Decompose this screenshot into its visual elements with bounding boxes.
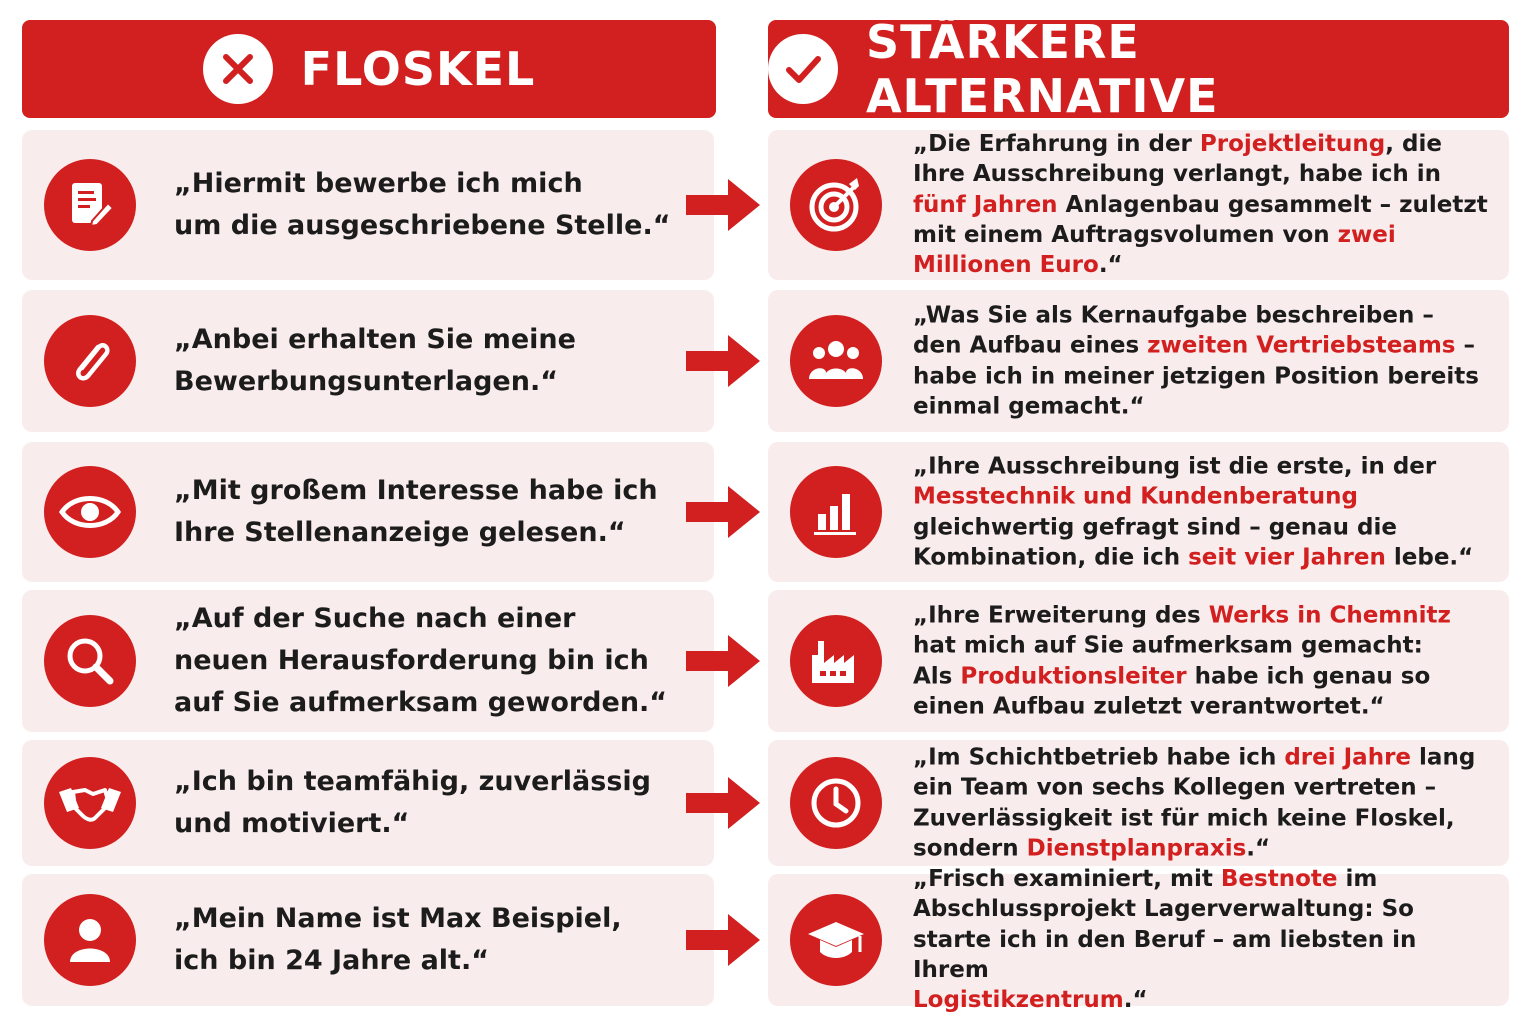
body-text: habe ich in meiner jetzigen Position bereits (913, 363, 1479, 389)
comparison-row (0, 590, 1536, 732)
comparison-row (0, 740, 1536, 866)
check-icon (768, 34, 838, 104)
clock-icon (790, 757, 882, 849)
body-text: „Ihre Erweiterung des (913, 602, 1209, 629)
body-text: den Aufbau eines (913, 332, 1148, 359)
person-icon (44, 894, 136, 986)
floskel-title: FLOSKEL (300, 42, 536, 96)
body-text: Abschlussprojekt Lagerverwaltung: So (913, 896, 1414, 923)
floskel-panel (22, 290, 714, 432)
cross-icon (203, 34, 273, 104)
alternative-text (913, 129, 1491, 281)
highlight-text: Messtechnik und Kundenberatung (913, 483, 1358, 510)
floskel-text: „Auf der Suche nach einer neuen Herausforderung bin ich auf Sie aufmerksam geworden.“ (174, 603, 668, 718)
comparison-row (0, 290, 1536, 432)
arrow-right-icon (684, 773, 764, 833)
team-icon (790, 315, 882, 407)
alternative-text (913, 300, 1491, 421)
floskel-text: „Anbei erhalten Sie meine Bewerbungsunterlagen.“ (174, 324, 576, 397)
body-text: ein Team von sechs Kollegen vertreten – (913, 774, 1437, 801)
alternative-text (913, 451, 1491, 572)
body-text: Zuverlässigkeit ist für mich keine Floskel, (913, 805, 1455, 831)
highlight-text: fünf Jahren (913, 191, 1058, 218)
alternative-panel (768, 740, 1509, 866)
body-text: „Was Sie als Kernaufgabe beschreiben – (913, 302, 1434, 329)
floskel-panel (22, 442, 714, 582)
floskel-text: „Ich bin teamfähig, zuverlässig und motiviert.“ (174, 766, 651, 839)
body-text: gleichwertig gefragt sind – genau die (913, 514, 1397, 540)
highlight-text: zwei (1337, 222, 1396, 249)
body-text: lang (1411, 744, 1476, 771)
comparison-row (0, 866, 1536, 1014)
body-text: Anlagenbau gesammelt – zuletzt (1057, 191, 1488, 218)
body-text: „Ihre Ausschreibung ist die erste, in der (913, 453, 1437, 480)
body-text: einen Aufbau zuletzt verantwortet.“ (913, 693, 1385, 720)
alternative-panel (768, 130, 1509, 280)
floskel-panel (22, 590, 714, 732)
highlight-text: seit vier Jahren (1188, 544, 1386, 571)
body-text: im (1337, 866, 1378, 893)
comparison-row (0, 130, 1536, 280)
body-text: habe ich genau so (1186, 663, 1431, 689)
highlight-text: drei Jahre (1284, 744, 1412, 771)
floskel-panel (22, 130, 714, 280)
paperclip-icon (44, 315, 136, 407)
body-text: „Im Schichtbetrieb habe ich (913, 744, 1285, 771)
alternative-text (913, 742, 1491, 863)
floskel-text: „Mein Name ist Max Beispiel, ich bin 24 Jahre alt.“ (174, 903, 622, 976)
body-text: , die (1385, 131, 1442, 158)
body-text: „Die Erfahrung in der (913, 131, 1200, 158)
body-text: hat mich auf Sie aufmerksam gemacht: (913, 632, 1423, 659)
body-text: „Frisch examiniert, mit (913, 866, 1221, 893)
highlight-text: Bestnote (1220, 866, 1338, 893)
alternative-panel (768, 866, 1509, 1014)
floskel-text: „Mit großem Interesse habe ich Ihre Stellenanzeige gelesen.“ (174, 475, 658, 548)
comparison-row (0, 442, 1536, 582)
body-text: Als (913, 663, 961, 689)
arrow-right-icon (684, 910, 764, 970)
body-text: Kombination, die ich (913, 544, 1189, 571)
arrow-right-icon (684, 331, 764, 391)
magnifier-icon (44, 615, 136, 707)
body-text: Ihre Ausschreibung verlangt, habe ich in (913, 161, 1441, 188)
body-text: .“ (1098, 252, 1123, 279)
body-text: lebe.“ (1385, 544, 1474, 571)
highlight-text: zweiten Vertriebsteams (1147, 332, 1456, 359)
target-icon (790, 159, 882, 251)
bar-chart-icon (790, 466, 882, 558)
eye-icon (44, 466, 136, 558)
alternative-text (913, 864, 1491, 1016)
body-text: – (1455, 332, 1475, 359)
alternative-panel (768, 442, 1509, 582)
alternative-panel (768, 290, 1509, 432)
alternative-title: STÄRKERE ALTERNATIVE (865, 15, 1219, 123)
body-text: mit einem Auftragsvolumen von (913, 222, 1338, 249)
graduation-cap-icon (790, 894, 882, 986)
arrow-right-icon (684, 175, 764, 235)
body-text: .“ (1246, 835, 1271, 862)
body-text: .“ (1123, 987, 1148, 1014)
document-pen-icon (44, 159, 136, 251)
floskel-panel (22, 740, 714, 866)
body-text: einmal gemacht.“ (913, 393, 1145, 420)
handshake-icon (44, 757, 136, 849)
alternative-text (913, 600, 1491, 721)
highlight-text: Millionen Euro (913, 252, 1099, 279)
highlight-text: Produktionsleiter (960, 663, 1187, 689)
alternative-panel (768, 590, 1509, 732)
body-text: starte ich in den Beruf – am liebsten in Ihrem (913, 926, 1417, 984)
factory-icon (790, 615, 882, 707)
alternative-header (768, 15, 1509, 123)
arrow-right-icon (684, 631, 764, 691)
highlight-text: Projektleitung (1199, 131, 1386, 158)
floskel-header (22, 20, 716, 118)
highlight-text: Werks in Chemnitz (1208, 602, 1451, 629)
body-text: sondern (913, 835, 1027, 862)
floskel-text: „Hiermit bewerbe ich mich um die ausgeschriebene Stelle.“ (174, 168, 671, 241)
arrow-right-icon (684, 482, 764, 542)
floskel-panel (22, 874, 714, 1006)
highlight-text: Logistikzentrum (913, 987, 1124, 1014)
highlight-text: Dienstplanpraxis (1026, 835, 1247, 862)
